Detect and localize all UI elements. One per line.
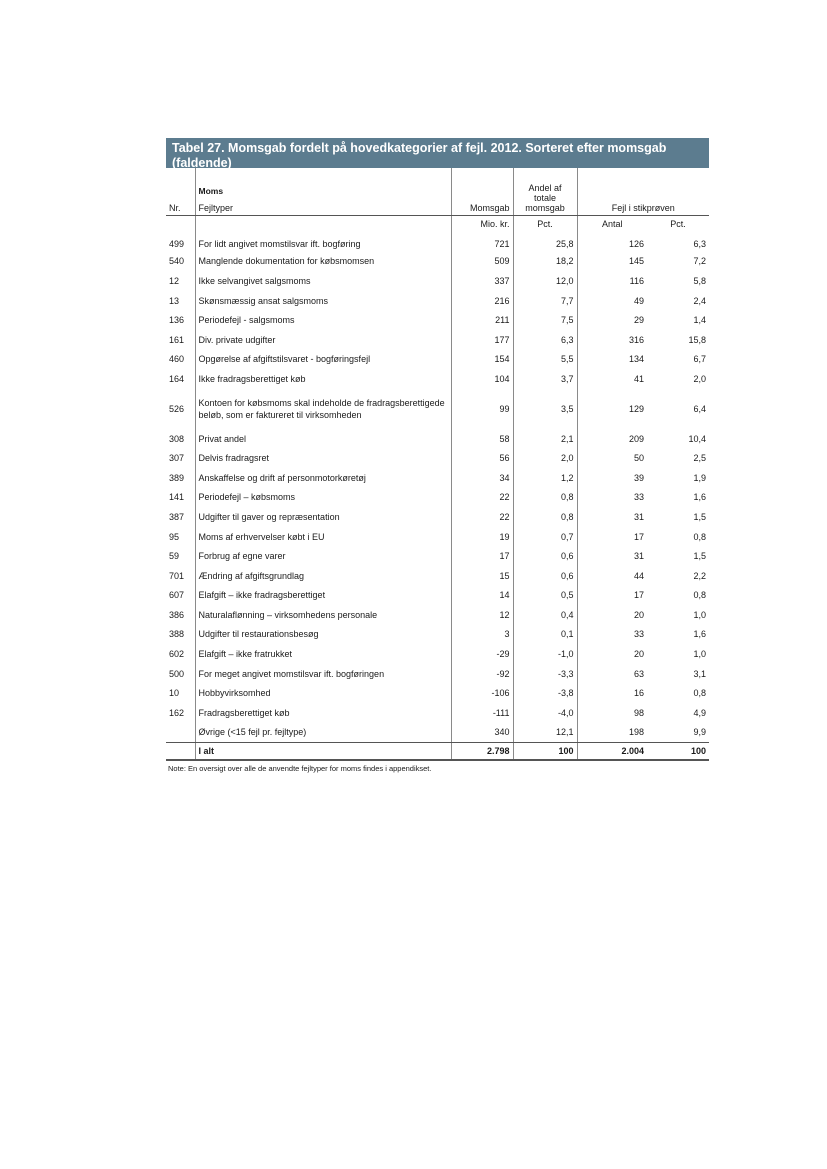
- table-title: Tabel 27. Momsgab fordelt på hovedkategorier af fejl. 2012. Sorteret efter momsgab (faldende): [166, 138, 709, 168]
- row-antal: 17: [577, 586, 647, 606]
- row-fejltype: Fradragsberettiget køb: [195, 703, 451, 723]
- row-nr: 161: [169, 334, 185, 345]
- table-row: [166, 664, 709, 684]
- row-antal: 20: [577, 644, 647, 664]
- table-row: [166, 586, 709, 606]
- table-row: [166, 232, 709, 252]
- row-fejltype: Anskaffelse og drift af personmotorkøretøj: [195, 468, 451, 488]
- row-momsgab: 177: [451, 330, 513, 350]
- row-nr: 500: [169, 668, 185, 679]
- row-pct: 1,0: [693, 649, 707, 660]
- row-antal: 126: [577, 232, 647, 252]
- table-row: [166, 625, 709, 645]
- data-table: [166, 168, 709, 761]
- row-pct: 6,3: [693, 238, 707, 249]
- row-andel: 0,5: [513, 586, 577, 606]
- row-momsgab: 721: [451, 232, 513, 252]
- row-andel: -1,0: [513, 644, 577, 664]
- row-pct: 6,4: [693, 403, 707, 414]
- row-antal: 50: [577, 448, 647, 468]
- row-pct: 0,8: [693, 531, 707, 542]
- table-row: [166, 723, 709, 743]
- row-momsgab: 58: [451, 429, 513, 449]
- row-momsgab: 104: [451, 369, 513, 389]
- row-antal: 33: [577, 488, 647, 508]
- row-fejltype: For meget angivet momstilsvar ift. bogføringen: [195, 664, 451, 684]
- row-nr: 307: [169, 453, 185, 464]
- row-andel: 0,6: [513, 566, 577, 586]
- row-andel: 3,7: [513, 369, 577, 389]
- unit-antal: Antal: [577, 215, 647, 232]
- row-momsgab: 154: [451, 350, 513, 370]
- row-nr: 12: [169, 275, 180, 286]
- row-pct: 2,2: [693, 570, 707, 581]
- row-momsgab: 211: [451, 310, 513, 330]
- row-nr: 526: [169, 403, 185, 414]
- row-antal: 98: [577, 703, 647, 723]
- row-antal: 41: [577, 369, 647, 389]
- table-row: [166, 507, 709, 527]
- row-pct: 0,8: [693, 590, 707, 601]
- row-pct: 0,8: [693, 688, 707, 699]
- row-antal: 20: [577, 605, 647, 625]
- table-row: [166, 703, 709, 723]
- row-momsgab: 56: [451, 448, 513, 468]
- row-momsgab: 340: [451, 723, 513, 743]
- row-fejltype: Skønsmæssig ansat salgsmoms: [195, 291, 451, 311]
- row-pct: 15,8: [688, 334, 707, 345]
- table-row: [166, 310, 709, 330]
- row-momsgab: 17: [451, 546, 513, 566]
- row-andel: 0,4: [513, 605, 577, 625]
- row-andel: 12,0: [513, 271, 577, 291]
- row-nr: 13: [169, 295, 180, 306]
- row-fejltype: Hobbyvirksomhed: [195, 683, 451, 703]
- header-row: [166, 168, 709, 215]
- row-nr: 701: [169, 570, 185, 581]
- row-momsgab: 337: [451, 271, 513, 291]
- row-fejltype: Delvis fradragsret: [195, 448, 451, 468]
- row-andel: -3,8: [513, 683, 577, 703]
- row-nr: 59: [169, 551, 180, 562]
- row-fejltype: Moms af erhvervelser købt i EU: [195, 527, 451, 547]
- row-andel: 0,8: [513, 488, 577, 508]
- total-andel: 100: [513, 742, 577, 760]
- row-nr: 141: [169, 492, 185, 503]
- row-fejltype: Udgifter til restaurationsbesøg: [195, 625, 451, 645]
- row-andel: 0,6: [513, 546, 577, 566]
- row-pct: 1,4: [693, 315, 707, 326]
- row-momsgab: 19: [451, 527, 513, 547]
- row-nr: 162: [169, 707, 185, 718]
- row-nr: 607: [169, 590, 185, 601]
- row-fejltype: Privat andel: [195, 429, 451, 449]
- row-pct: 2,4: [693, 295, 707, 306]
- row-momsgab: 22: [451, 488, 513, 508]
- row-nr: 389: [169, 472, 185, 483]
- row-pct: 1,5: [693, 511, 707, 522]
- table-row: [166, 252, 709, 272]
- row-andel: 2,1: [513, 429, 577, 449]
- row-andel: -3,3: [513, 664, 577, 684]
- header-fejltyper-cell: [195, 168, 451, 215]
- table-row: [166, 369, 709, 389]
- table-body: [166, 232, 709, 742]
- row-fejltype: Periodefejl - salgsmoms: [195, 310, 451, 330]
- header-momsgab: Momsgab: [451, 168, 513, 215]
- row-antal: 31: [577, 507, 647, 527]
- total-pct: 100: [647, 742, 709, 760]
- row-andel: 0,1: [513, 625, 577, 645]
- table-row: [166, 468, 709, 488]
- table-row: [166, 546, 709, 566]
- header-nr: Nr.: [166, 168, 195, 215]
- row-fejltype: Periodefejl – købsmoms: [195, 488, 451, 508]
- row-momsgab: 22: [451, 507, 513, 527]
- row-antal: 44: [577, 566, 647, 586]
- row-antal: 316: [577, 330, 647, 350]
- table-row: [166, 448, 709, 468]
- header-fejl: Fejl i stikprøven: [577, 168, 709, 215]
- row-antal: 16: [577, 683, 647, 703]
- header-moms: Moms: [198, 185, 224, 196]
- row-nr: [166, 723, 195, 743]
- row-nr: 95: [169, 531, 180, 542]
- row-antal: 63: [577, 664, 647, 684]
- table-row: [166, 683, 709, 703]
- unit-momsgab: Mio. kr.: [451, 215, 513, 232]
- row-andel: 2,0: [513, 448, 577, 468]
- row-andel: 25,8: [513, 232, 577, 252]
- row-fejltype: Elafgift – ikke fradragsberettiget: [195, 586, 451, 606]
- row-momsgab: 216: [451, 291, 513, 311]
- row-andel: 0,7: [513, 527, 577, 547]
- row-momsgab: 509: [451, 252, 513, 272]
- table-row: [166, 527, 709, 547]
- row-momsgab: -106: [451, 683, 513, 703]
- row-fejltype: Div. private udgifter: [195, 330, 451, 350]
- row-nr: 10: [169, 688, 180, 699]
- table-row: [166, 605, 709, 625]
- units-row: [166, 215, 709, 232]
- row-momsgab: -92: [451, 664, 513, 684]
- table-row: [166, 644, 709, 664]
- row-antal: 49: [577, 291, 647, 311]
- row-fejltype: For lidt angivet momstilsvar ift. bogføring: [195, 232, 451, 252]
- row-pct: 4,9: [693, 707, 707, 718]
- row-andel: 3,5: [513, 389, 577, 429]
- row-andel: 1,2: [513, 468, 577, 488]
- header-fejltyper: Fejltyper: [198, 202, 234, 213]
- row-andel: 5,5: [513, 350, 577, 370]
- row-nr: 460: [169, 354, 185, 365]
- row-antal: 31: [577, 546, 647, 566]
- row-andel: 18,2: [513, 252, 577, 272]
- row-momsgab: 15: [451, 566, 513, 586]
- row-fejltype: Manglende dokumentation for købsmomsen: [195, 252, 451, 272]
- row-andel: -4,0: [513, 703, 577, 723]
- header-andel: Andel af totale momsgab: [513, 168, 577, 215]
- row-andel: 0,8: [513, 507, 577, 527]
- row-andel: 6,3: [513, 330, 577, 350]
- table-row: [166, 350, 709, 370]
- row-momsgab: -111: [451, 703, 513, 723]
- table-row: [166, 488, 709, 508]
- row-andel: 7,5: [513, 310, 577, 330]
- row-antal: 198: [577, 723, 647, 743]
- row-pct: 3,1: [693, 668, 707, 679]
- row-pct: 1,0: [693, 609, 707, 620]
- row-pct: 1,9: [693, 472, 707, 483]
- row-antal: 145: [577, 252, 647, 272]
- total-label: I alt: [195, 742, 451, 760]
- total-momsgab: 2.798: [451, 742, 513, 760]
- row-fejltype: Kontoen for købsmoms skal indeholde de fradragsberettigede beløb, som er faktureret til virksomheden: [195, 389, 451, 429]
- row-antal: 29: [577, 310, 647, 330]
- row-momsgab: 34: [451, 468, 513, 488]
- row-fejltype: Ændring af afgiftsgrundlag: [195, 566, 451, 586]
- row-pct: 9,9: [647, 723, 709, 743]
- row-antal: 129: [577, 389, 647, 429]
- row-fejltype: Ikke fradragsberettiget køb: [195, 369, 451, 389]
- row-antal: 209: [577, 429, 647, 449]
- row-nr: 136: [169, 315, 185, 326]
- row-pct: 1,6: [693, 629, 707, 640]
- row-pct: 5,8: [693, 275, 707, 286]
- row-antal: 116: [577, 271, 647, 291]
- row-nr: 499: [169, 238, 185, 249]
- table-row: [166, 566, 709, 586]
- row-pct: 2,5: [693, 453, 707, 464]
- row-pct: 7,2: [693, 256, 707, 267]
- table-row: [166, 429, 709, 449]
- row-antal: 134: [577, 350, 647, 370]
- row-momsgab: 99: [451, 389, 513, 429]
- row-pct: 1,5: [693, 551, 707, 562]
- row-fejltype: Ikke selvangivet salgsmoms: [195, 271, 451, 291]
- row-fejltype: Udgifter til gaver og repræsentation: [195, 507, 451, 527]
- row-nr: 540: [169, 256, 185, 267]
- total-antal: 2.004: [577, 742, 647, 760]
- row-nr: 386: [169, 609, 185, 620]
- row-momsgab: 14: [451, 586, 513, 606]
- row-antal: 39: [577, 468, 647, 488]
- unit-andel: Pct.: [513, 215, 577, 232]
- row-nr: 602: [169, 649, 185, 660]
- row-nr: 308: [169, 433, 185, 444]
- table-row: [166, 330, 709, 350]
- total-row: [166, 742, 709, 760]
- row-fejltype: Elafgift – ikke fratrukket: [195, 644, 451, 664]
- row-pct: 1,6: [693, 492, 707, 503]
- row-pct: 2,0: [693, 373, 707, 384]
- table-row: [166, 271, 709, 291]
- row-nr: 387: [169, 511, 185, 522]
- table-row: [166, 291, 709, 311]
- row-fejltype: Naturalaflønning – virksomhedens personale: [195, 605, 451, 625]
- row-nr: 164: [169, 373, 185, 384]
- row-fejltype: Øvrige (<15 fejl pr. fejltype): [195, 723, 451, 743]
- unit-pct: Pct.: [670, 218, 686, 229]
- row-fejltype: Forbrug af egne varer: [195, 546, 451, 566]
- row-andel: 12,1: [513, 723, 577, 743]
- row-pct: 6,7: [693, 354, 707, 365]
- row-fejltype: Opgørelse af afgiftstilsvaret - bogføringsfejl: [195, 350, 451, 370]
- row-nr: 388: [169, 629, 185, 640]
- table-row: [166, 389, 709, 429]
- table-container: [166, 138, 709, 773]
- row-momsgab: -29: [451, 644, 513, 664]
- row-pct: 10,4: [688, 433, 707, 444]
- row-momsgab: 12: [451, 605, 513, 625]
- row-antal: 17: [577, 527, 647, 547]
- row-andel: 7,7: [513, 291, 577, 311]
- row-momsgab: 3: [451, 625, 513, 645]
- table-note: Note: En oversigt over alle de anvendte fejltyper for moms findes i appendikset.: [168, 764, 432, 774]
- row-antal: 33: [577, 625, 647, 645]
